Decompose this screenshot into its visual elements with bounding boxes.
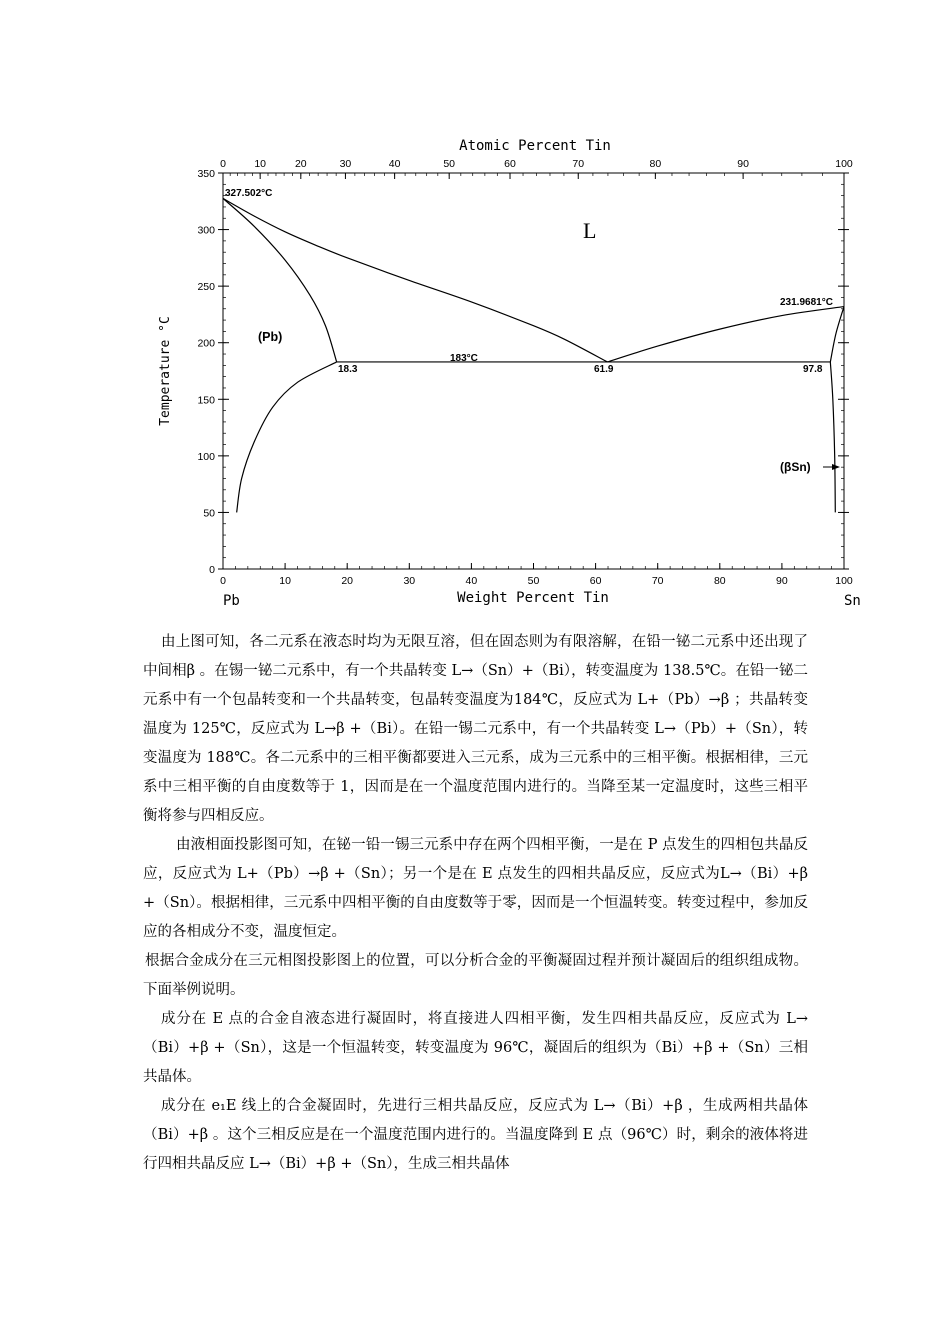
x-tick-label: 100 (835, 575, 853, 587)
x-tick-label: 40 (465, 575, 478, 587)
y-axis-title: Temperature °C (158, 316, 173, 426)
minor-ticks (223, 173, 844, 569)
left-axis-ticks (197, 168, 849, 576)
paragraph-solidification-analysis: 根据合金成分在三元相图投影图上的位置，可以分析合金的平衡凝固过程并预计凝固后的组织组成物。下面举例说明。 (143, 953, 808, 998)
top-tick-label: 80 (649, 158, 662, 170)
curve-solvus-pb (237, 362, 337, 512)
x-tick-label: 90 (776, 575, 788, 587)
y-tick-label: 350 (197, 168, 215, 180)
left-element-label: Pb (223, 593, 240, 609)
curve-solvus-sn (830, 362, 835, 512)
plot-frame (223, 173, 844, 569)
y-tick-label: 150 (197, 394, 215, 407)
top-tick-label: 40 (388, 158, 401, 170)
x-tick-label: 20 (341, 575, 354, 587)
x-tick-label: 60 (589, 575, 602, 587)
liquid-phase-label: L (583, 218, 597, 243)
pb-solubility-label: 18.3 (338, 364, 358, 375)
eutectic-composition-label: 61.9 (594, 364, 614, 375)
phase-diagram-figure (140, 130, 880, 610)
x-tick-label: 30 (403, 575, 416, 587)
y-tick-label: 250 (197, 281, 215, 294)
paragraph-point-e-alloy: 成分在 E 点的合金自液态进行凝固时，将直接进人四相平衡，发生四相共晶反应，反应式为 L→（Bi）+β +（Sn），这是一个恒温转变，转变温度为 96℃，凝固后的组织为（Bi）+β +（Sn）三相共晶体。 (143, 1011, 808, 1085)
curve-liquidus-sn (607, 307, 844, 362)
y-tick-label: 200 (197, 337, 215, 350)
x-tick-label: 10 (279, 575, 291, 587)
bottom-axis-ticks (220, 563, 853, 587)
y-tick-label: 0 (209, 564, 215, 576)
pb-phase-label: (Pb) (258, 330, 283, 344)
x-tick-label: 50 (527, 575, 540, 587)
pb-sn-phase-diagram (140, 130, 880, 610)
top-tick-label: 100 (835, 158, 853, 170)
top-tick-label: 70 (572, 158, 585, 170)
paragraph-binary-systems: 由上图可知，各二元系在液态时均为无限互溶，但在固态则为有限溶解，在铅一铋二元系中还出现了中间相β 。在锡一铋二元系中，有一个共晶转变 L→（Sn）+（Bi），转变温度为 138.5℃。在铅一铋二元系中有一个包晶转变和一个共晶转变，包晶转变温度为184℃，反应式为 L+（Pb）→β ；共晶转变温度为 125℃，反应式为 L→β +（Bi）。在铅一锡二元系中，有一个共晶转变 L→（Pb）+（Sn），转变温度为 188℃。各二元系中的三相平衡都要进入三元系，成为三元系中的三相平衡。根据相律，三元系中三相平衡的自由度数等于 1，因而是在一个温度范围内进行的。当降至某一定温度时，这些三相平衡将参与四相反应。 (143, 634, 808, 824)
top-tick-label: 60 (504, 158, 516, 170)
top-tick-label: 0 (220, 158, 226, 170)
sn-melting-point-label: 231.9681°C (780, 297, 833, 308)
top-tick-label: 10 (254, 158, 267, 170)
sn-phase-arrow (823, 464, 840, 470)
sn-solubility-label: 97.8 (803, 364, 823, 375)
top-tick-label: 90 (737, 158, 749, 170)
sn-phase-label: (βSn) (780, 460, 811, 474)
top-tick-label: 20 (294, 158, 307, 170)
top-tick-label: 50 (443, 158, 456, 170)
phase-boundaries (223, 198, 844, 512)
paragraph-e1e-line-alloy: 成分在 e₁E 线上的合金凝固时，先进行三相共晶反应，反应式为 L→（Bi）+β ，生成两相共晶体（Bi）+β 。这个三相反应是在一个温度范围内进行的。当温度降到 E 点（96℃）时，剩余的液体将进行四相共晶反应 L→（Bi）+β +（Sn），生成三相共晶体 (143, 1098, 808, 1172)
top-tick-label: 30 (339, 158, 352, 170)
x-tick-label: 70 (651, 575, 664, 587)
y-tick-label: 50 (203, 507, 215, 520)
x-tick-label: 80 (713, 575, 726, 587)
top-axis-ticks (220, 158, 853, 179)
top-axis-title: Atomic Percent Tin (459, 138, 611, 154)
right-element-label: Sn (844, 593, 861, 609)
curve-solidus-sn (830, 307, 844, 362)
paragraph-four-phase-equilibria: 由液相面投影图可知，在铋一铅一锡三元系中存在两个四相平衡，一是在 P 点发生的四相包共晶反应，反应式为 L+（Pb）→β +（Sn）；另一个是在 E 点发生的四相共晶反应，反应式为L→（Bi）+β +（Sn）。根据相律，三元系中四相平衡的自由度数等于零，因而是一个恒温转变。转变过程中，参加反应的各相成分不变，温度恒定。 (143, 837, 808, 940)
y-tick-label: 300 (197, 224, 215, 237)
x-axis-title: Weight Percent Tin (457, 590, 609, 606)
y-tick-label: 100 (197, 450, 215, 463)
eutectic-temperature-label: 183°C (450, 353, 478, 364)
x-tick-label: 0 (220, 575, 226, 587)
pb-melting-point-label: 327.502°C (225, 188, 273, 199)
body-text (143, 628, 808, 1179)
